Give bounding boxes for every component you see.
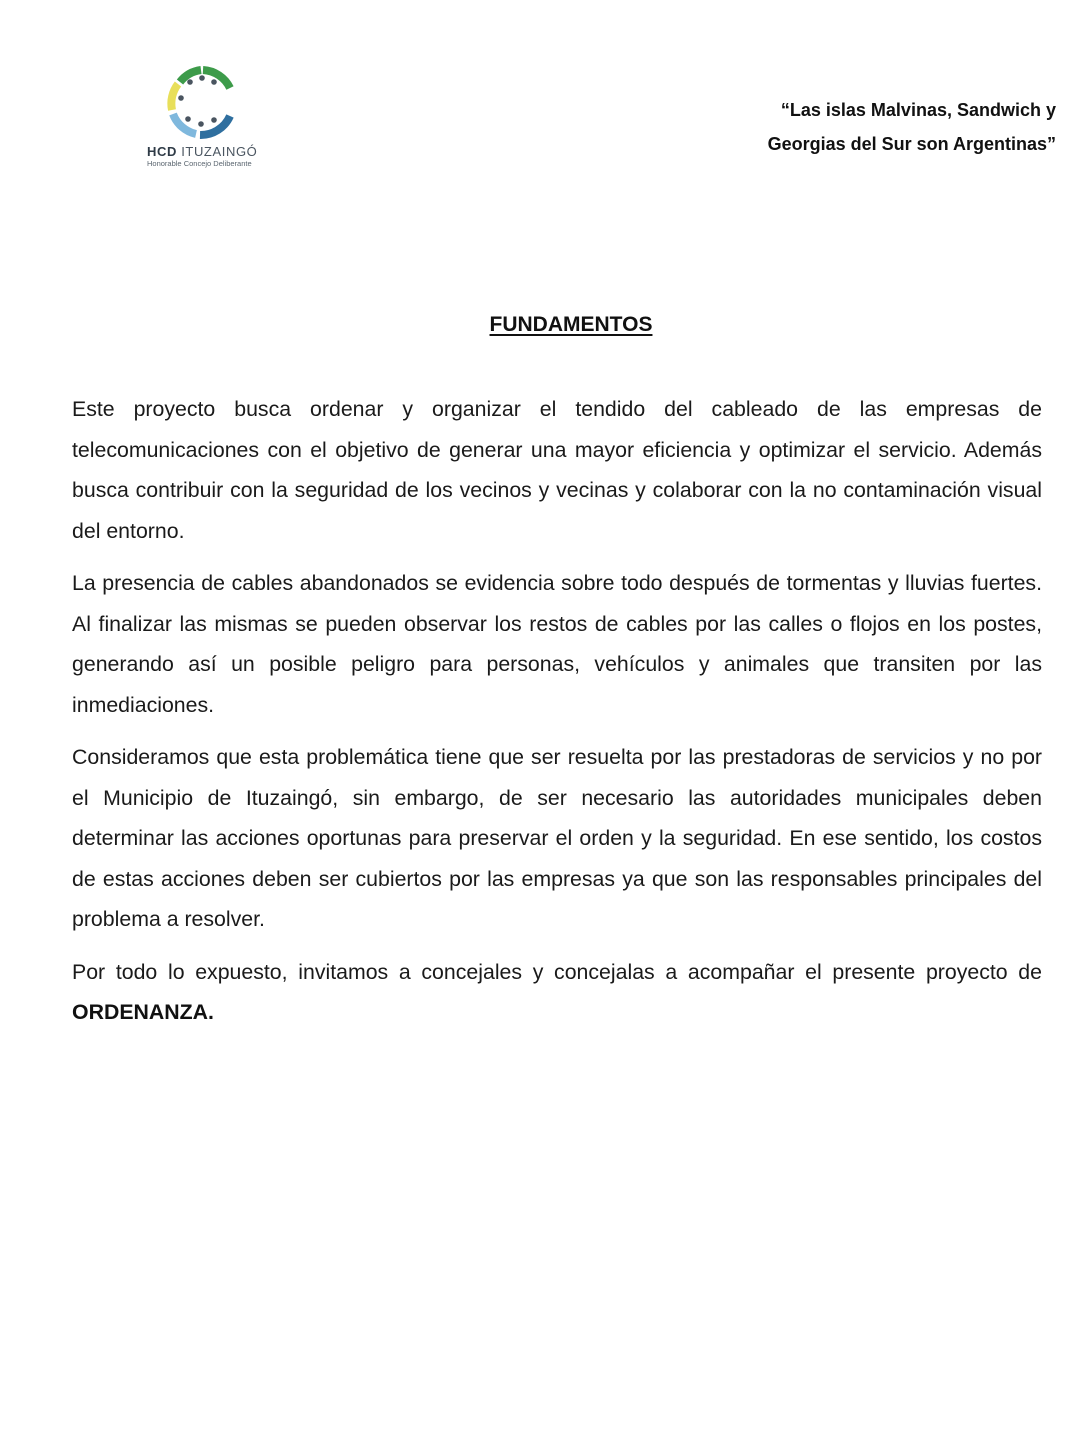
paragraph-2: La presencia de cables abandonados se evidencia sobre todo después de tormentas y lluvias fuertes. Al finalizar las mismas se pueden observar los restos de cables por las calles o flojos en los postes, generando así un posible peligro para personas, vehículos y animales que transiten por las inmediaciones. xyxy=(72,571,1042,717)
paragraph-3: Consideramos que esta problemática tiene que ser resuelta por las prestadoras de servicios y no por el Municipio de Ituzaingó, sin embargo, de ser necesario las autoridades municipales deben determinar las acciones oportunas para preservar el orden y la seguridad. En ese sentido, los costos de estas acciones deben ser cubiertos por las empresas ya que son las responsables principales del problema a resolver. xyxy=(72,745,1042,931)
closing-paragraph xyxy=(72,952,1042,1033)
paragraph-1: Este proyecto busca ordenar y organizar el tendido del cableado de las empresas de telecomunicaciones con el objetivo de generar una mayor eficiencia y optimizar el servicio. Además busca contribuir con la seguridad de los vecinos y vecinas y colaborar con la no contaminación visual del entorno. xyxy=(72,397,1042,543)
logo-name-rest: ITUZAINGÓ xyxy=(181,144,258,159)
hcd-emblem-icon xyxy=(166,64,236,140)
motto-line-2: Georgias del Sur son Argentinas” xyxy=(767,134,1056,154)
logo-name xyxy=(147,144,257,159)
hcd-logo xyxy=(140,64,280,174)
header-motto xyxy=(636,93,1056,161)
document-body xyxy=(72,389,1042,1045)
logo-subtitle: Honorable Concejo Deliberante xyxy=(147,159,252,168)
ordinance-keyword: ORDENANZA. xyxy=(72,1000,214,1024)
closing-text: Por todo lo expuesto, invitamos a concejales y concejalas a acompañar el presente proyecto de xyxy=(72,959,1042,984)
document-title: FUNDAMENTOS xyxy=(489,313,653,336)
logo-name-bold: HCD xyxy=(147,144,177,159)
motto-line-1: “Las islas Malvinas, Sandwich y xyxy=(780,100,1056,120)
